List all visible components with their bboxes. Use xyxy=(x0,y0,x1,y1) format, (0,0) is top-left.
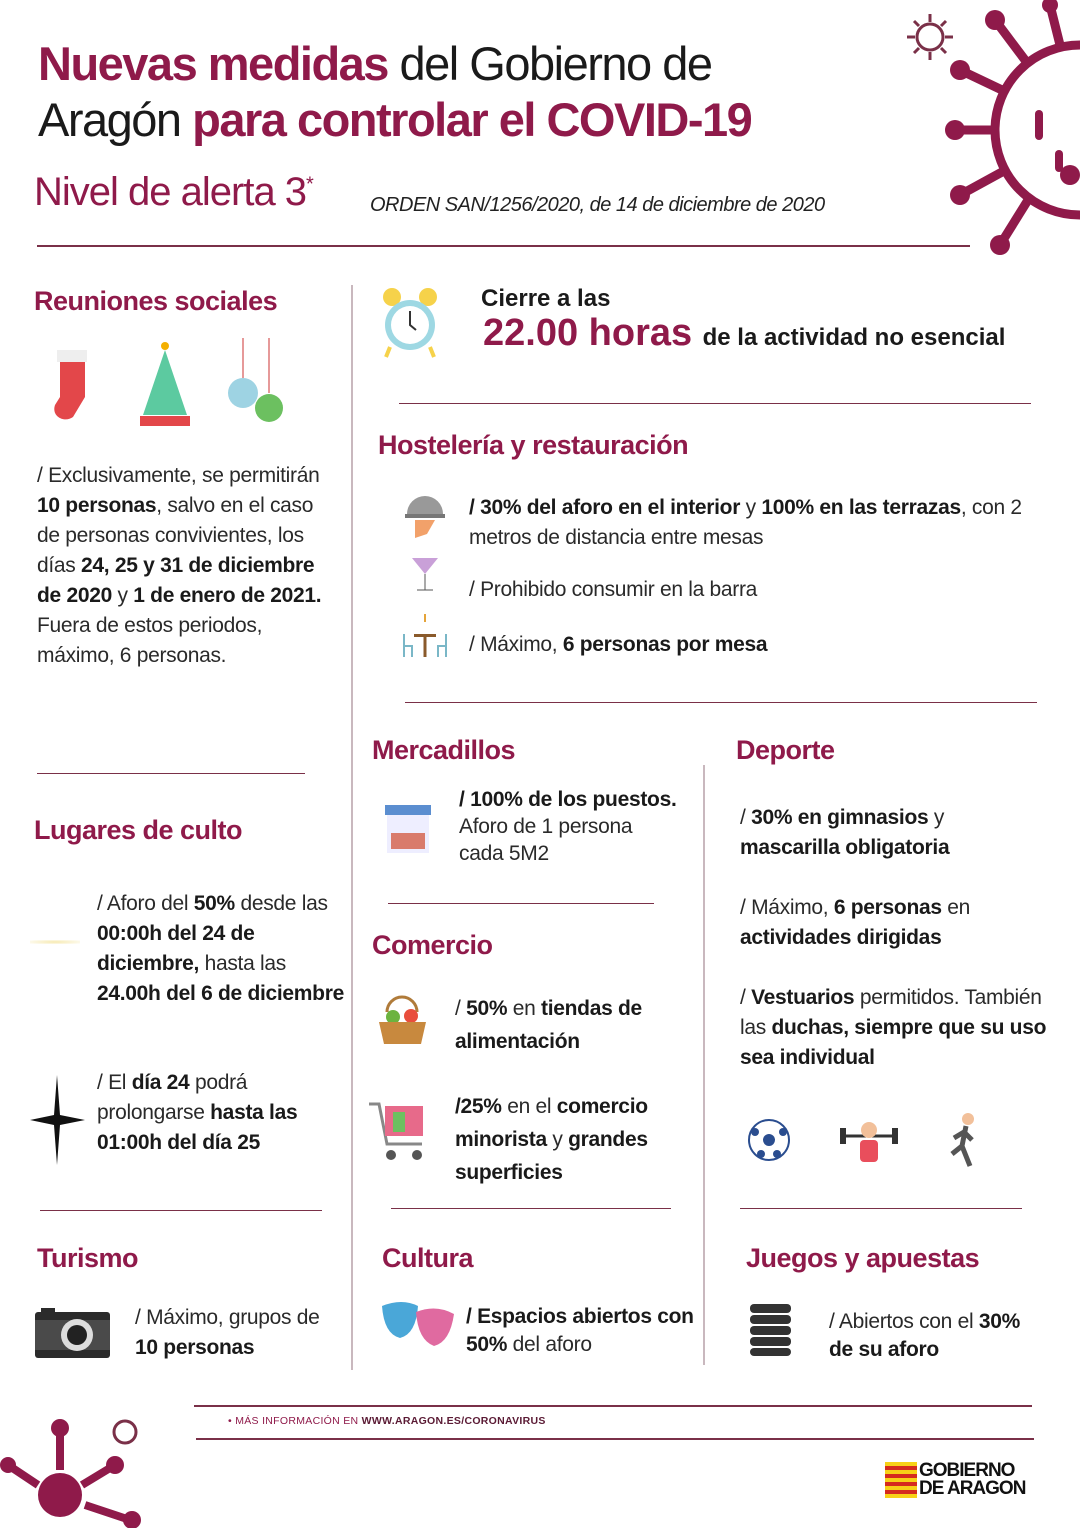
bold-text: actividades dirigidas xyxy=(740,926,942,949)
section-title-mercadillos: Mercadillos xyxy=(372,735,516,765)
text: y xyxy=(111,584,134,607)
bold-text: 6 personas xyxy=(833,896,942,919)
text: del aforo xyxy=(507,1333,592,1356)
divider xyxy=(740,1208,1022,1209)
text: podrá prolongarse xyxy=(97,1071,248,1124)
text: , salvo en el caso de personas convivientes, los días xyxy=(37,494,314,577)
hosteleria-item-1 xyxy=(469,493,1039,553)
text: / Exclusivamente, se permitirán xyxy=(37,464,320,487)
closing-label: Cierre a las xyxy=(481,285,611,312)
bold-text: 50% xyxy=(466,997,508,1020)
text: permitidos. También las xyxy=(740,986,1042,1039)
text: en el xyxy=(501,1095,557,1118)
shopping-cart-icon xyxy=(367,1100,432,1165)
text: y xyxy=(928,806,945,829)
bold-text: 00:00h del 24 de diciembre, xyxy=(97,922,255,975)
bold-text: tiendas de alimentación xyxy=(455,997,642,1053)
virus-icon-bottom xyxy=(0,1410,150,1528)
hosteleria-item-2 xyxy=(469,575,1029,605)
more-info-prefix: MÁS INFORMACIÓN EN xyxy=(235,1415,362,1427)
runner-icon xyxy=(942,1112,982,1170)
hosteleria-item-3 xyxy=(469,630,1029,660)
text: , con 2 metros de distancia entre mesas xyxy=(469,496,1022,549)
bold-text: / 100% de los puestos. xyxy=(459,788,677,811)
turismo-text xyxy=(135,1303,335,1363)
text: hasta las xyxy=(199,952,286,975)
christmas-tree-icon xyxy=(135,340,195,430)
divider xyxy=(391,1208,671,1209)
section-title-reuniones: Reuniones sociales xyxy=(34,286,278,316)
text: / xyxy=(740,986,752,1009)
text: en xyxy=(941,896,971,919)
grocery-basket-icon xyxy=(375,992,430,1047)
section-title-culto: Lugares de culto xyxy=(34,815,243,845)
alert-asterisk: * xyxy=(306,173,313,196)
section-title-comercio: Comercio xyxy=(372,930,493,960)
bold-text: 24.00h del 6 de diciembre xyxy=(97,982,344,1005)
footer-divider-top xyxy=(194,1405,1032,1407)
culto-item-1 xyxy=(97,889,347,1009)
bold-text: comercio minorista xyxy=(455,1095,648,1151)
bold-text: 10 personas xyxy=(37,494,157,517)
virus-icon xyxy=(940,0,1080,260)
bold-text: Vestuarios xyxy=(751,986,855,1009)
bullet: • xyxy=(228,1415,236,1427)
closing-rest: de la actividad no esencial xyxy=(702,324,1006,351)
closing-hours: 22.00 horas xyxy=(483,312,693,354)
text: / El xyxy=(97,1071,132,1094)
bold-text: 6 personas por mesa xyxy=(562,633,768,656)
comercio-item-1 xyxy=(455,992,690,1058)
text: / Aforo del xyxy=(97,892,194,915)
bold-text: 30% de su aforo xyxy=(829,1310,1020,1361)
gobierno-aragon-logo xyxy=(885,1462,1039,1498)
table-chairs-icon xyxy=(400,612,450,660)
deporte-item-1 xyxy=(740,803,1040,863)
column-divider-2 xyxy=(703,765,705,1365)
candle-light-icon xyxy=(30,940,80,944)
camera-icon xyxy=(35,1308,110,1358)
alert-level xyxy=(34,170,313,215)
bold-text: 1 de enero de 2021. xyxy=(133,584,322,607)
alarm-clock-icon xyxy=(380,285,440,360)
bold-text: / Espacios abiertos con 50% xyxy=(466,1305,694,1356)
small-virus-icon xyxy=(905,12,955,62)
bold-text: hasta las 01:00h del día 25 xyxy=(97,1101,298,1154)
text: / Máximo, grupos de xyxy=(135,1306,320,1329)
bold-text: / 30% del aforo en el interior xyxy=(469,496,741,519)
reuniones-text xyxy=(37,461,322,671)
bold-text: 100% en las terrazas xyxy=(761,496,961,519)
section-title-cultura: Cultura xyxy=(382,1243,473,1273)
section-title-hosteleria: Hostelería y restauración xyxy=(378,430,689,460)
footer-divider-bottom xyxy=(196,1438,1034,1440)
column-divider-1 xyxy=(351,285,353,1370)
text: / Máximo, xyxy=(469,633,563,656)
divider xyxy=(37,773,305,774)
divider xyxy=(405,702,1037,703)
cloche-icon xyxy=(403,494,448,544)
bold-text: 30% en gimnasios xyxy=(751,806,929,829)
bold-text: día 24 xyxy=(131,1071,190,1094)
bold-text: mascarilla obligatoria xyxy=(740,836,950,859)
logo-text: GOBIERNO DE ARAGON xyxy=(919,1460,1026,1499)
comercio-item-2 xyxy=(455,1090,695,1189)
poker-chips-icon xyxy=(748,1302,793,1357)
text: Fuera de estos periodos, máximo, 6 personas. xyxy=(37,614,263,667)
bold-text: Nuevas medidas xyxy=(38,37,388,90)
cultura-text xyxy=(466,1303,696,1359)
cocktail-icon xyxy=(410,548,440,594)
christmas-stocking-icon xyxy=(45,345,100,425)
mercadillos-text xyxy=(459,786,679,867)
text: del Gobierno de xyxy=(387,37,712,90)
section-title-turismo: Turismo xyxy=(37,1243,139,1273)
text: y xyxy=(740,496,762,519)
aragon-flag-icon xyxy=(885,1462,917,1498)
text: / Prohibido consumir en la barra xyxy=(469,578,758,601)
page-title xyxy=(38,36,751,148)
juegos-text xyxy=(829,1308,1029,1364)
section-title-juegos: Juegos y apuestas xyxy=(746,1243,980,1273)
divider xyxy=(388,903,654,904)
alert-level-text: Nivel de alerta 3 xyxy=(34,170,307,214)
bold-text: 10 personas xyxy=(135,1336,255,1359)
order-reference: ORDEN SAN/1256/2020, de 14 de diciembre de 2020 xyxy=(370,194,825,216)
soccer-ball-icon xyxy=(747,1118,791,1162)
star-icon xyxy=(30,1075,85,1165)
divider xyxy=(399,403,1031,404)
bold-text: 24, 25 y 31 de diciembre de 2020 xyxy=(37,554,315,607)
bold-text: grandes superficies xyxy=(455,1128,648,1184)
text: en xyxy=(507,997,542,1020)
market-stall-icon xyxy=(383,803,433,855)
bold-text: para controlar el COVID-19 xyxy=(192,93,752,146)
more-info xyxy=(228,1415,546,1427)
text: y xyxy=(546,1128,569,1151)
header-divider xyxy=(37,245,970,247)
text: Aragón xyxy=(38,93,193,146)
text: / Máximo, xyxy=(740,896,834,919)
deporte-item-3 xyxy=(740,983,1060,1073)
text: / xyxy=(740,806,752,829)
culto-item-2 xyxy=(97,1068,337,1158)
text: Aforo de 1 persona cada 5M2 xyxy=(459,815,633,865)
weightlifting-icon xyxy=(838,1118,900,1166)
text: / Abiertos con el xyxy=(829,1310,979,1333)
christmas-ornaments-icon xyxy=(225,338,285,428)
more-info-link[interactable]: WWW.ARAGON.ES/CORONAVIRUS xyxy=(361,1415,546,1427)
bold-text: /25% xyxy=(455,1095,502,1118)
text: desde las xyxy=(234,892,328,915)
divider xyxy=(40,1210,322,1211)
theater-masks-icon xyxy=(380,1300,458,1355)
bold-text: 50% xyxy=(193,892,235,915)
deporte-item-2 xyxy=(740,893,1040,953)
closing-time xyxy=(483,312,1005,355)
text: / xyxy=(455,997,467,1020)
bold-text: duchas, siempre que su uso sea individual xyxy=(740,1016,1047,1069)
section-title-deporte: Deporte xyxy=(736,735,835,765)
